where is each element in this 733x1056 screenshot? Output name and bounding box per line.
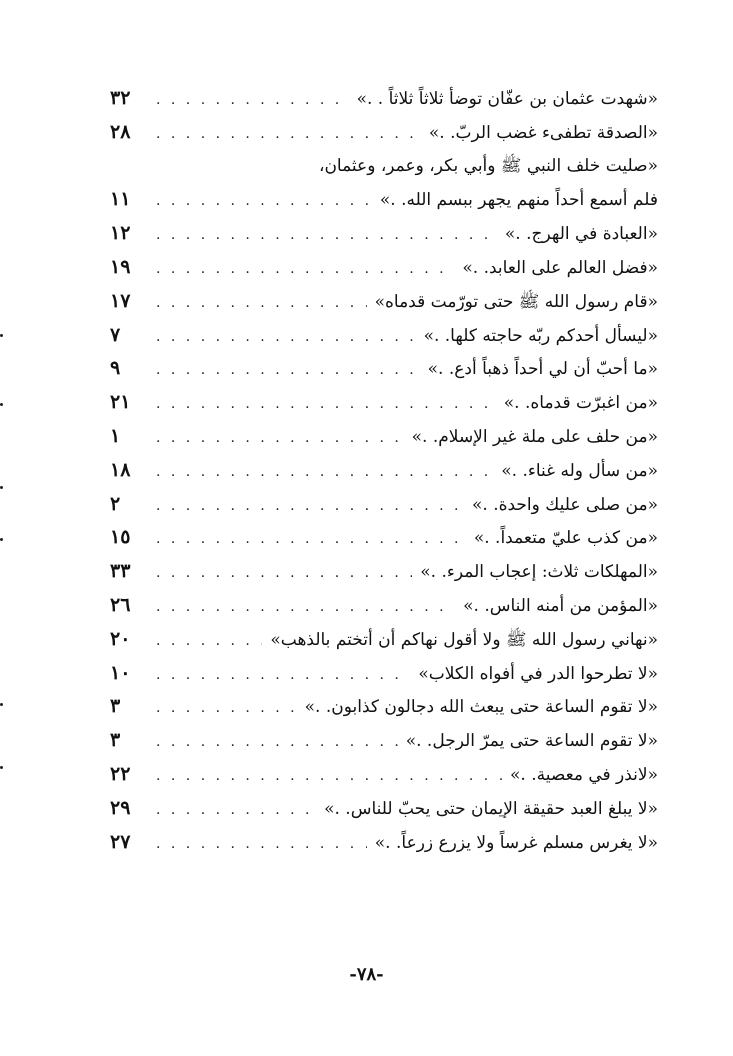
hadith-index-list [110, 82, 658, 859]
entry-text: «لا تقوم الساعة حتى يبعث الله دجالون كذابون. .» [304, 697, 658, 718]
index-entry [110, 589, 658, 623]
entry-text: «قام رسول الله ﷺ حتى تورّمت قدماه» [374, 291, 658, 312]
entry-page-number: ١٧ [110, 289, 131, 312]
entry-text: «فضل العالم على العابد. .» [462, 257, 658, 278]
entry-page-number: ٢٩ [110, 796, 131, 819]
entry-text: «شهدت عثمان بن عفّان توضأ ثلاثاً ثلاثاً . .» [356, 89, 658, 109]
entry-text: «من صلى عليك واحدة. .» [471, 494, 658, 515]
scan-edge-mark [0, 538, 3, 541]
entry-page-number: ١٨ [110, 458, 131, 481]
entry-text: «لا تطرحوا الدر في أفواه الكلاب» [418, 663, 658, 684]
entry-page-number: ٣٢ [110, 87, 131, 109]
dot-leader [156, 659, 410, 693]
entry-text: فلم أسمع أحداً منهم يجهر ببسم الله. .» [379, 190, 658, 211]
entry-page-number: ٢ [110, 492, 121, 515]
index-entry [110, 792, 658, 826]
entry-text: «لا يغرس مسلم غرساً ولا يزرع زرعاً. .» [374, 832, 658, 853]
entry-text: «لانذر في معصية. .» [510, 764, 658, 785]
entry-page-number: ٧ [110, 323, 121, 346]
dot-leader [156, 354, 420, 388]
entry-page-number: ١٩ [110, 255, 131, 278]
dot-leader [156, 388, 496, 422]
entry-page-number: ١٢ [110, 222, 131, 245]
entry-page-number: ٢٦ [110, 593, 131, 616]
entry-page-number: ١١ [110, 188, 131, 211]
index-entry [110, 217, 658, 251]
index-entry [110, 758, 658, 792]
scan-edge-mark [0, 766, 3, 769]
index-entry [110, 251, 658, 285]
entry-page-number: ٣٣ [110, 560, 131, 583]
entry-page-number: ١٥ [110, 526, 131, 549]
dot-leader [156, 591, 455, 625]
index-entry [110, 386, 658, 420]
index-entry [110, 352, 658, 386]
index-entry [110, 555, 658, 589]
entry-text: «الصدقة تطفىء غضب الربّ. .» [428, 122, 658, 143]
entry-text: «من كذب عليّ متعمداً. .» [473, 528, 658, 549]
dot-leader [156, 760, 502, 794]
entry-page-number: ٢٠ [110, 627, 131, 650]
index-entry [110, 724, 658, 758]
entry-text: «المهلكات ثلاث: إعجاب المرء. .» [420, 562, 658, 583]
page-number: -٧٨- [349, 964, 384, 985]
dot-leader [156, 185, 372, 219]
scan-edge-mark [0, 486, 3, 489]
entry-text: «العبادة في الهرج. .» [504, 224, 658, 245]
dot-leader [156, 456, 493, 490]
dot-leader [156, 422, 404, 456]
dot-leader [156, 692, 297, 726]
index-entry [110, 623, 658, 657]
entry-page-number: ٢٨ [110, 120, 131, 143]
dot-leader [156, 321, 416, 355]
scan-edge-mark [0, 703, 3, 706]
index-entry [110, 521, 658, 555]
entry-page-number: ٣ [110, 729, 121, 752]
index-entry [110, 657, 658, 691]
scan-edge-mark [0, 403, 3, 406]
dot-leader [156, 84, 349, 118]
entry-page-number: ٣ [110, 695, 121, 718]
index-entry [110, 420, 658, 454]
entry-page-number: ٢١ [110, 391, 131, 414]
entry-page-number: ٩ [110, 357, 121, 380]
dot-leader [156, 625, 262, 659]
dot-leader [156, 219, 497, 253]
entry-page-number: ١٠ [110, 661, 131, 684]
entry-text: «المؤمن من أمنه الناس. .» [463, 595, 658, 616]
dot-leader [156, 287, 367, 321]
entry-text: «ليسأل أحدكم ربّه حاجته كلها. .» [423, 325, 658, 346]
entry-text: «من حلف على ملة غير الإسلام. .» [411, 426, 658, 447]
entry-page-number: ١ [110, 424, 121, 447]
dot-leader [156, 557, 412, 591]
entry-text: «من سأل وله غناء. .» [501, 460, 658, 481]
index-entry [110, 826, 658, 860]
entry-page-number: ٢٧ [110, 830, 131, 853]
entry-text: «صليت خلف النبي ﷺ وأبي بكر، وعمر، وعثمان، [318, 155, 658, 176]
index-entry [110, 82, 658, 116]
index-entry [110, 116, 658, 150]
dot-leader [156, 490, 464, 524]
entry-text: «نهاني رسول الله ﷺ ولا أقول نهاكم أن أتختم بالذهب» [270, 629, 658, 650]
dot-leader [156, 118, 421, 152]
index-entry [110, 183, 658, 217]
index-entry-first-line [110, 150, 658, 184]
entry-page-number: ٢٢ [110, 762, 131, 785]
index-entry [110, 454, 658, 488]
entry-text: «لا يبلغ العبد حقيقة الإيمان حتى يحبّ للناس. .» [324, 798, 658, 819]
scan-edge-mark [0, 334, 3, 337]
entry-text: «لا تقوم الساعة حتى يمرّ الرجل. .» [405, 731, 658, 752]
entry-text: «ما أحبّ أن لي أحداً ذهباً أدع. .» [427, 359, 658, 380]
dot-leader [156, 523, 466, 557]
entry-text: «من اغبرّت قدماه. .» [503, 393, 658, 414]
index-entry [110, 285, 658, 319]
dot-leader [156, 828, 367, 862]
index-entry [110, 690, 658, 724]
index-entry [110, 488, 658, 522]
dot-leader [156, 726, 398, 760]
dot-leader [156, 253, 454, 287]
index-entry [110, 319, 658, 353]
dot-leader [156, 794, 316, 828]
